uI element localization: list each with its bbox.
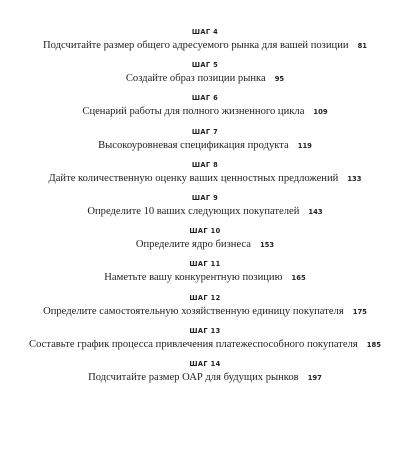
page-number: 95	[274, 75, 285, 84]
step-label: ШАГ 4	[191, 28, 219, 36]
toc-entry-step-9	[0, 193, 410, 226]
toc-entry-line	[0, 303, 410, 319]
step-label: ШАГ 5	[191, 61, 219, 70]
step-title: Высокоуровневая спецификация продукта	[98, 139, 289, 151]
toc-entry-line	[0, 170, 410, 186]
step-label: ШАГ 9	[191, 193, 219, 202]
toc-entry-line	[0, 37, 410, 53]
toc-entry-line	[0, 103, 410, 119]
page-number: 197	[307, 373, 322, 382]
table-of-contents	[0, 27, 410, 392]
toc-entry-step-5	[0, 60, 410, 93]
toc-entry-step-6	[0, 93, 410, 126]
step-label: ШАГ 11	[189, 260, 221, 269]
toc-entry-line	[0, 236, 410, 252]
toc-entry-step-10	[0, 226, 410, 259]
toc-entry-step-4	[0, 27, 410, 60]
toc-entry-step-8	[0, 160, 410, 193]
toc-entry-line	[0, 269, 410, 285]
page-number: 109	[313, 108, 328, 117]
page-number: 81	[357, 42, 368, 50]
toc-entry-step-14	[0, 359, 410, 392]
step-label: ШАГ 6	[191, 94, 219, 103]
step-label: ШАГ 7	[191, 127, 219, 136]
page-number: 165	[291, 274, 306, 283]
toc-entry-step-11	[0, 259, 410, 292]
page-number: 133	[347, 174, 362, 183]
toc-entry-step-12	[0, 293, 410, 326]
step-label: ШАГ 14	[189, 359, 221, 368]
toc-entry-line	[0, 137, 410, 153]
toc-entry-line	[0, 70, 410, 86]
page-number: 175	[352, 307, 367, 316]
step-title: Наметьте вашу конкурентную позицию	[104, 272, 283, 284]
step-title: Дайте количественную оценку ваших ценностных предложений	[48, 172, 339, 184]
step-label: ШАГ 10	[189, 227, 221, 236]
step-title: Определите самостоятельную хозяйственную единицу покупателя	[43, 305, 344, 317]
step-label: ШАГ 12	[189, 293, 221, 302]
step-title: Составьте график процесса привлечения платежеспособного покупателя	[29, 338, 358, 350]
toc-entry-step-13	[0, 326, 410, 359]
page-number: 153	[259, 241, 275, 250]
step-title: Определите ядро бизнеса	[135, 239, 251, 251]
page-number: 119	[297, 141, 312, 150]
toc-entry-line	[0, 336, 410, 352]
page-number: 143	[308, 207, 323, 216]
step-title: Сценарий работы для полного жизненного цикла	[82, 106, 305, 118]
step-title: Подсчитайте размер ОАР для будущих рынков	[88, 371, 299, 383]
toc-entry-line	[0, 369, 410, 385]
step-title: Создайте образ позиции рынка	[125, 73, 266, 85]
step-title: Определите 10 ваших следующих покупателей	[87, 205, 300, 217]
page-number: 185	[366, 340, 381, 349]
toc-entry-step-7	[0, 127, 410, 160]
toc-entry-line	[0, 203, 410, 219]
step-title: Подсчитайте размер общего адресуемого рынка для вашей позиции	[42, 40, 349, 51]
step-label: ШАГ 8	[191, 160, 219, 169]
step-label: ШАГ 13	[189, 326, 221, 335]
